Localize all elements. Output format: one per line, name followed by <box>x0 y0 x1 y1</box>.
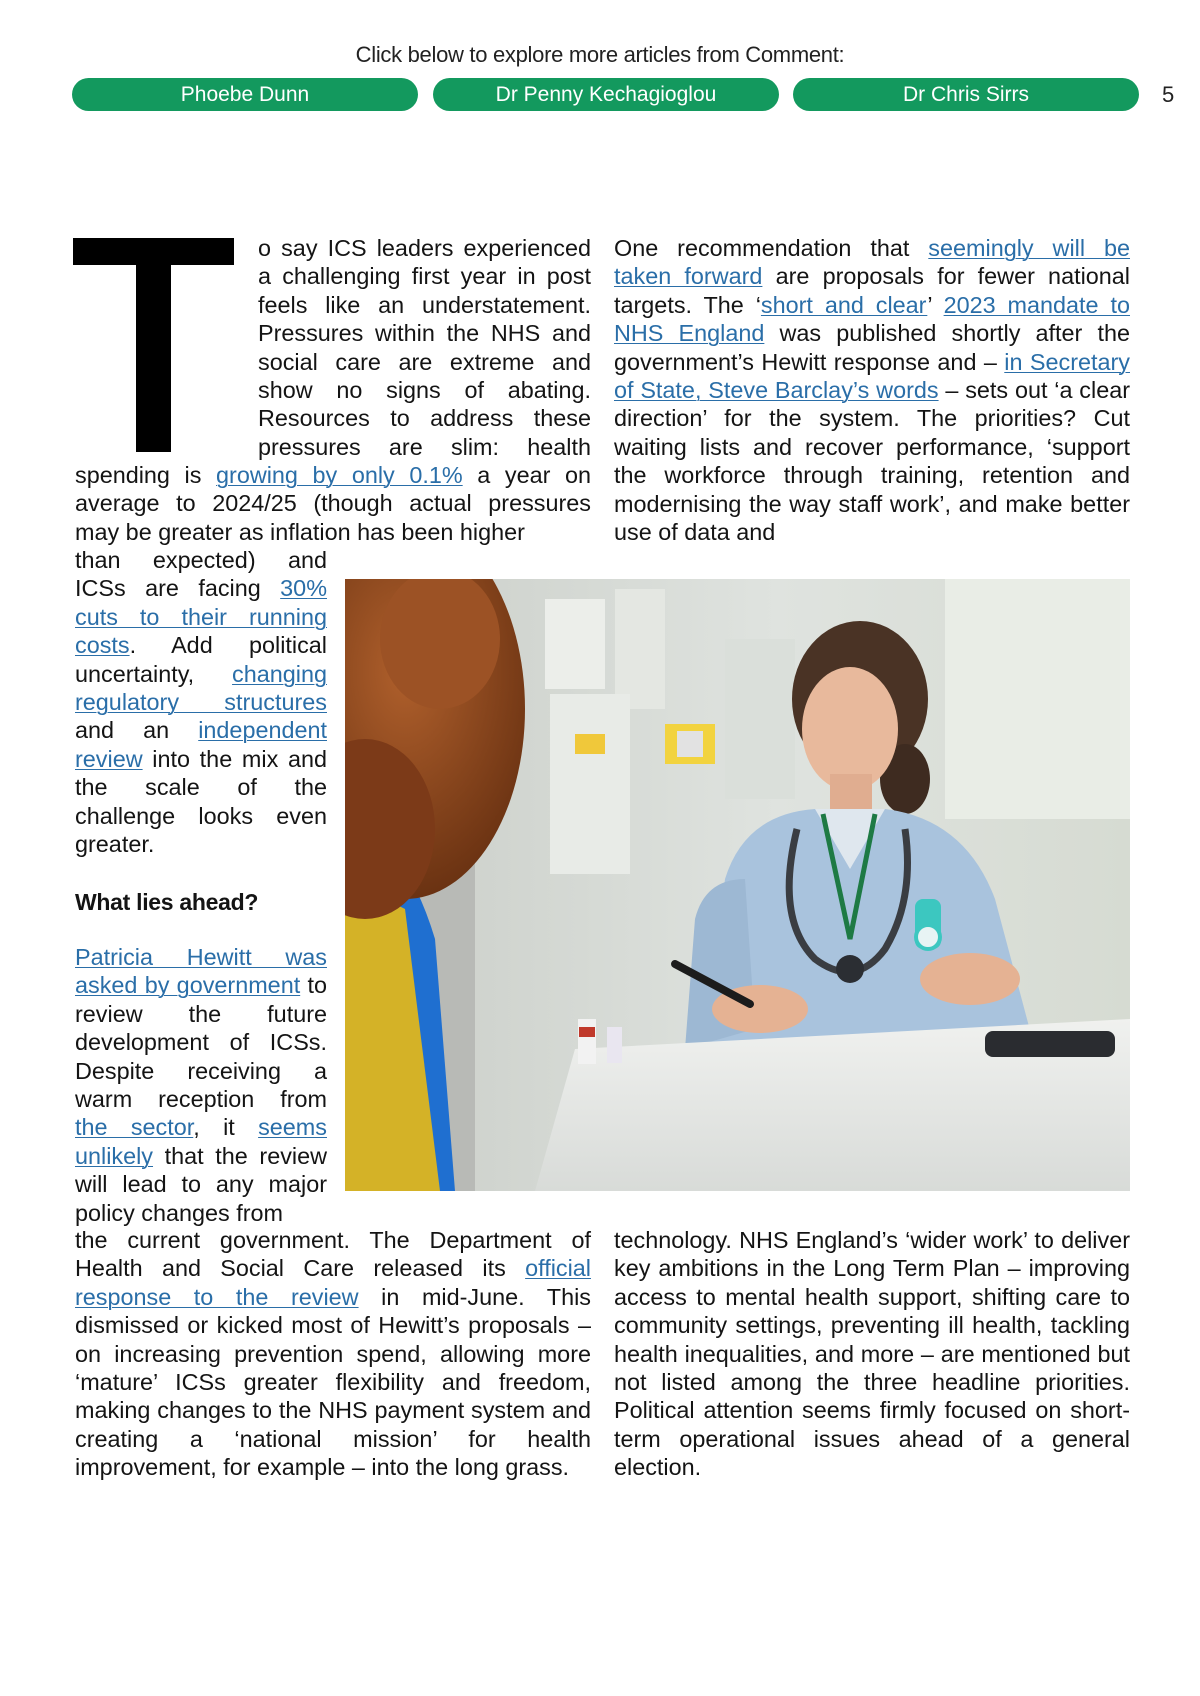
text-run: to review the future development of ICSs. Despite receiving a warm reception from <box>75 972 327 1113</box>
body-paragraph-department <box>75 1226 591 1482</box>
intro-line: pressures are slim: health <box>258 433 591 460</box>
intro-line: Resources to address these <box>258 405 591 432</box>
intro-lines <box>258 234 591 461</box>
drop-cap <box>73 238 234 452</box>
text-run: that the review will lead to any major policy changes from <box>75 1142 327 1226</box>
nav-button-phoebe-dunn[interactable]: Phoebe Dunn <box>72 78 418 111</box>
body-paragraph-spending <box>75 461 591 546</box>
link-2023-mandate[interactable]: 2023 mandate to NHS England <box>614 291 1130 347</box>
body-paragraph-cuts <box>75 546 327 858</box>
intro-line: social care are extreme and <box>258 348 591 375</box>
link-growing-by-only[interactable]: growing by only 0.1% <box>216 462 463 488</box>
link-barclay-words[interactable]: in Secretary of State, Steve Barclay’s words <box>614 348 1130 404</box>
text-run: – sets out ‘a clear direction’ for the system. The priorities? Cut waiting lists and recover performance, ‘support the workforce through training, retention and modernising the way staff work’, and make better use of data and <box>614 377 1130 546</box>
text-run: technology. NHS England’s ‘wider work’ to deliver key ambitions in the Long Term Plan – improving access to mental health support, shifting care to community settings, preventing ill health, tackling health inequalities, and more – are mentioned but not listed among the three headline priorities. Political attention seems firmly focused on short-term operational issues ahead of a general election. <box>614 1227 1130 1481</box>
nav-button-chris-sirrs[interactable]: Dr Chris Sirrs <box>793 78 1139 111</box>
nurse-consultation-illustration <box>345 579 1130 1191</box>
intro-line: a challenging first year in post <box>258 263 591 290</box>
link-official-response[interactable]: official response to the review <box>75 1255 591 1310</box>
intro-line: Pressures within the NHS and <box>258 320 591 347</box>
text-run: are proposals for fewer national targets. The ‘ <box>614 263 1130 318</box>
text-run: the current government. The Department of Health and Social Care released its <box>75 1227 591 1282</box>
link-short-and-clear[interactable]: short and clear <box>760 291 928 318</box>
intro-line: o say ICS leaders experienced <box>258 235 591 261</box>
text-run: One recommendation that <box>614 235 929 261</box>
section-heading: What lies ahead? <box>75 889 259 915</box>
text-run: into the mix and the scale of the challenge looks even greater. <box>75 745 327 858</box>
link-the-sector[interactable]: the sector <box>75 1114 194 1141</box>
text-run: was published shortly after the government’s Hewitt response and – <box>614 320 1130 375</box>
text-run: . Add political uncertainty, <box>75 632 327 687</box>
text-run: ’ <box>927 291 944 318</box>
page-number: 5 <box>1162 82 1175 107</box>
link-seemingly-taken-forward[interactable]: seemingly will be taken forward <box>614 235 1130 290</box>
nav-button-penny-kechagioglou[interactable]: Dr Penny Kechagioglou <box>433 78 779 111</box>
text-run: , it <box>193 1114 259 1141</box>
link-independent-review[interactable]: independent review <box>75 717 327 772</box>
link-regulatory-structures[interactable]: changing regulatory structures <box>75 660 327 716</box>
article-photo <box>345 579 1130 1191</box>
link-seems-unlikely[interactable]: seems unlikely <box>75 1114 327 1169</box>
link-patricia-hewitt[interactable]: Patricia Hewitt was asked by government <box>75 944 327 999</box>
text-run: in mid-June. This dismissed or kicked most of Hewitt’s proposals – on increasing prevention spend, allowing more ‘mature’ ICSs greater flexibility and freedom, making changes to the NHS payment system and creating a ‘national mission’ for health improvement, for example – into the long grass. <box>75 1283 591 1481</box>
text-run: and an <box>75 717 199 744</box>
body-paragraph-hewitt <box>75 943 327 1227</box>
intro-line: show no signs of abating. <box>258 377 591 404</box>
text-run: a year on average to 2024/25 (though actual pressures may be greater as inflation has been higher <box>75 462 591 545</box>
text-run: than expected) and ICSs are facing <box>75 547 327 602</box>
body-paragraph-recommendation <box>614 234 1130 546</box>
text-run: spending is <box>75 462 217 488</box>
nav-title: Click below to explore more articles from Comment: <box>355 42 845 67</box>
link-running-costs[interactable]: 30% cuts to their running costs <box>75 575 327 659</box>
body-paragraph-technology <box>614 1226 1130 1482</box>
intro-line: feels like an understatement. <box>258 291 591 318</box>
